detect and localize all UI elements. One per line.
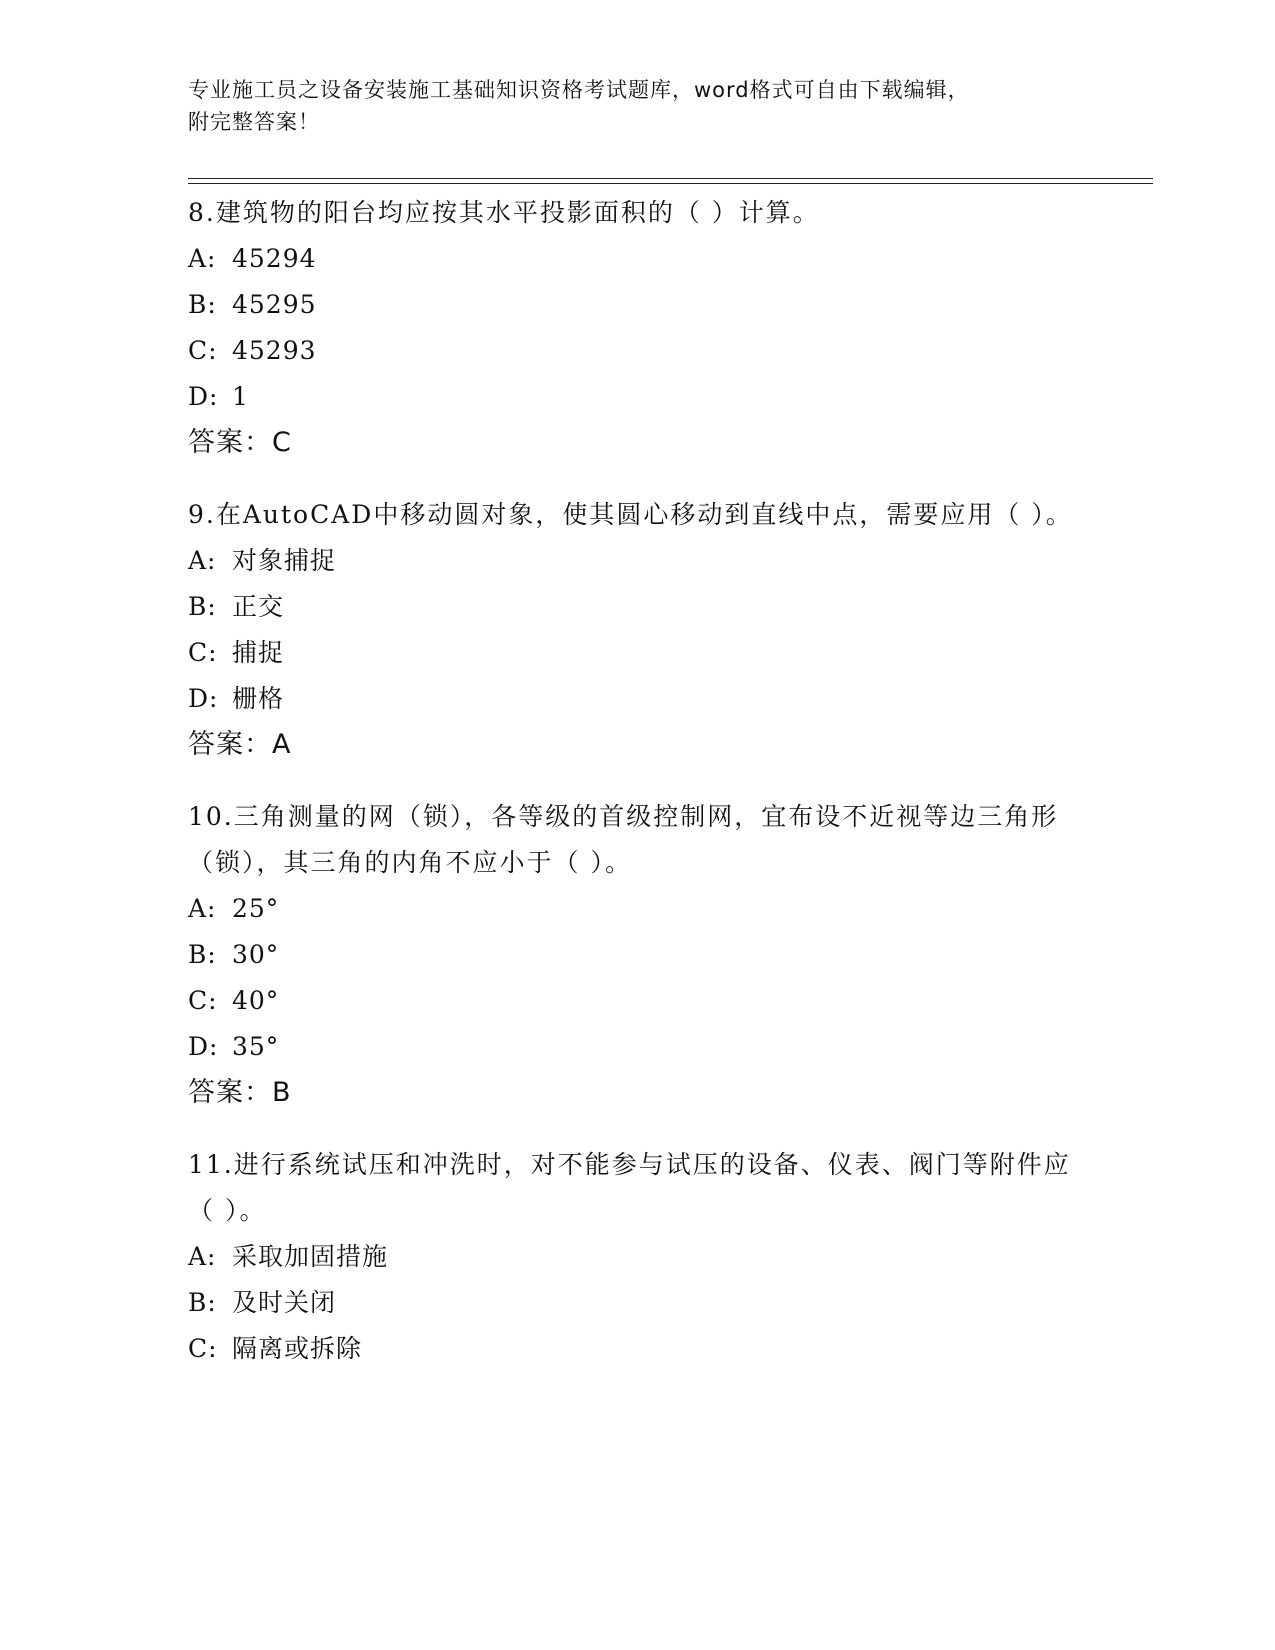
option-value: 45295 — [232, 290, 317, 319]
question-text: 8.建筑物的阳台均应按其水平投影面积的（ ）计算。 — [188, 198, 820, 227]
option-b — [188, 584, 1088, 630]
option-b — [188, 932, 1088, 978]
option-value: 1 — [232, 382, 249, 411]
document-header — [188, 74, 1088, 138]
header-divider-bottom — [188, 183, 1153, 184]
option-key: D: — [188, 382, 219, 411]
option-key: D: — [188, 1032, 219, 1061]
option-value: 40° — [232, 986, 280, 1015]
option-b — [188, 282, 1088, 328]
option-key: B: — [188, 1288, 217, 1317]
option-value: 栅格 — [232, 684, 285, 713]
option-key: B: — [188, 290, 217, 319]
option-key: B: — [188, 592, 217, 621]
option-d — [188, 676, 1088, 722]
option-value: 35° — [232, 1032, 280, 1061]
option-d — [188, 374, 1088, 420]
header-line-1: 专业施工员之设备安装施工基础知识资格考试题库，word格式可自由下载编辑， — [188, 78, 970, 102]
option-c — [188, 1326, 1088, 1372]
question-9 — [188, 492, 1088, 768]
option-key: C: — [188, 638, 218, 667]
option-a — [188, 1234, 1088, 1280]
option-key: A: — [188, 894, 217, 923]
option-value: 对象捕捉 — [232, 546, 337, 575]
option-key: D: — [188, 684, 219, 713]
option-c — [188, 978, 1088, 1024]
question-8 — [188, 190, 1088, 466]
option-key: A: — [188, 1242, 217, 1271]
header-divider-top — [188, 178, 1153, 179]
question-list — [188, 190, 1088, 1398]
question-text: 11.进行系统试压和冲洗时，对不能参与试压的设备、仪表、阀门等附件应（ ）。 — [188, 1150, 1071, 1225]
option-value: 45294 — [232, 244, 317, 273]
option-value: 及时关闭 — [232, 1288, 337, 1317]
option-c — [188, 630, 1088, 676]
option-a — [188, 538, 1088, 584]
option-a — [188, 236, 1088, 282]
option-value: 45293 — [232, 336, 317, 365]
answer-label: 答案：C — [188, 427, 292, 458]
answer-label: 答案：B — [188, 1077, 292, 1108]
option-c — [188, 328, 1088, 374]
option-value: 25° — [232, 894, 280, 923]
option-value: 30° — [232, 940, 280, 969]
question-text: 10.三角测量的网（锁），各等级的首级控制网，宜布设不近视等边三角形（锁），其三角的内角不应小于（ ）。 — [188, 802, 1059, 877]
option-key: B: — [188, 940, 217, 969]
option-value: 捕捉 — [232, 638, 285, 667]
option-key: C: — [188, 1334, 218, 1363]
header-line-2: 附完整答案！ — [188, 110, 320, 134]
option-d — [188, 1024, 1088, 1070]
answer-label: 答案：A — [188, 729, 292, 760]
question-10 — [188, 794, 1088, 1116]
option-key: C: — [188, 336, 218, 365]
option-value: 正交 — [232, 592, 285, 621]
option-key: A: — [188, 546, 217, 575]
question-11 — [188, 1142, 1088, 1372]
option-value: 采取加固措施 — [232, 1242, 389, 1271]
option-key: A: — [188, 244, 217, 273]
option-b — [188, 1280, 1088, 1326]
option-a — [188, 886, 1088, 932]
option-key: C: — [188, 986, 218, 1015]
option-value: 隔离或拆除 — [232, 1334, 363, 1363]
question-text: 9.在AutoCAD中移动圆对象，使其圆心移动到直线中点，需要应用（ ）。 — [188, 500, 1073, 529]
